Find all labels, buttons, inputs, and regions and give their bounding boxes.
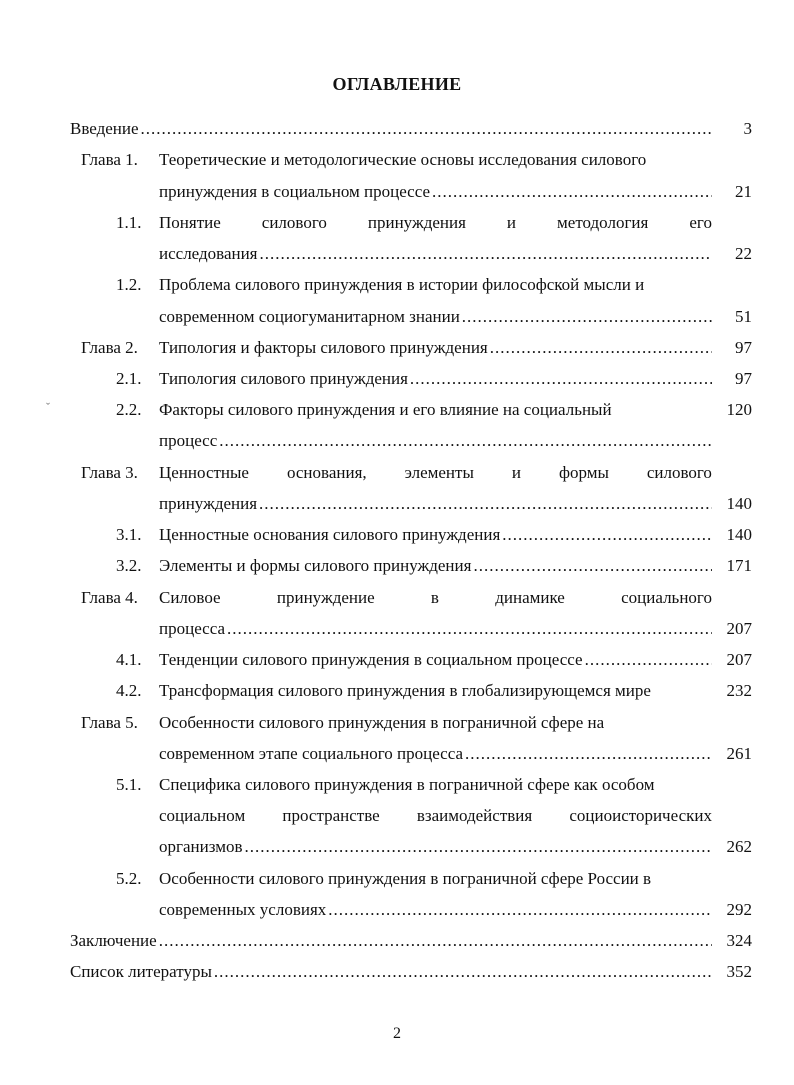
toc-section-title[interactable] (159, 210, 712, 236)
toc-entry-text: современных условиях (159, 900, 327, 919)
toc-chapter-number: Глава 1. (81, 150, 138, 169)
title-word: в (430, 588, 439, 607)
toc-page-number: 21 (735, 182, 752, 201)
toc-chapter-number: Глава 5. (81, 713, 138, 732)
toc-entry-text: процесса (159, 619, 226, 638)
leader-dots (463, 741, 712, 767)
leader-dots (258, 241, 712, 267)
toc-section-title[interactable]: Факторы силового принуждения и его влияние на социальный (159, 400, 612, 419)
toc-section-title[interactable]: Специфика силового принуждения в пограничной сфере как особом (159, 775, 655, 794)
title-word: принуждения (367, 213, 466, 232)
toc-entry-text: принуждения в социальном процессе (159, 182, 431, 201)
leader-dots (225, 616, 712, 642)
toc-page-number: 3 (743, 119, 752, 138)
title-word: элементы (404, 463, 474, 482)
toc-page-number: 207 (726, 650, 752, 669)
toc-entry-text: современном этапе социального процесса (159, 744, 464, 763)
toc-page-number: 140 (726, 494, 752, 513)
title-word: принуждение (276, 588, 375, 607)
toc-chapter-number: Глава 4. (81, 588, 138, 607)
toc-entry-text: организмов (159, 837, 243, 856)
toc-section-number: 4.1. (116, 650, 142, 669)
toc-entry-s41[interactable] (159, 647, 712, 673)
toc-entry-text: современном социогуманитарном знании (159, 307, 460, 326)
toc-entry-s52[interactable] (159, 897, 712, 923)
leader-dots (212, 959, 712, 985)
toc-entry-text: исследования (159, 244, 258, 263)
toc-page-number: 120 (726, 400, 752, 419)
toc-entry-text: процесс (159, 431, 218, 450)
leader-dots (430, 179, 712, 205)
toc-entry-s32[interactable] (159, 553, 712, 579)
toc-entry-text: Тенденции силового принуждения в социальном процессе (159, 650, 583, 669)
toc-entry-s12[interactable] (159, 304, 712, 330)
title-word: методология (557, 213, 649, 232)
toc-page-number: 207 (726, 619, 752, 638)
title-word: социоисторических (569, 806, 712, 825)
leader-dots (488, 335, 712, 361)
toc-section-number: 3.2. (116, 556, 142, 575)
toc-entry-text: Введение (70, 119, 139, 138)
toc-section-number: 5.2. (116, 869, 142, 888)
toc-entry-ch3[interactable] (159, 491, 712, 517)
title-word: формы (558, 463, 609, 482)
page-number: 2 (393, 1025, 401, 1042)
toc-section-number: 4.2. (116, 681, 142, 700)
toc-entry-ch2[interactable] (159, 335, 712, 361)
toc-chapter-title[interactable] (159, 460, 712, 486)
title-word: взаимодействия (416, 806, 533, 825)
title-word: Силовое (159, 588, 221, 607)
page-title: ОГЛАВЛЕНИЕ (332, 74, 462, 94)
toc-section-title[interactable]: Особенности силового принуждения в пограничной сфере России в (159, 869, 652, 888)
scan-artifact: ˇ (46, 400, 50, 414)
toc-page-number: 292 (726, 900, 752, 919)
toc-chapter-number: Глава 3. (81, 463, 138, 482)
title-word: его (689, 213, 712, 232)
toc-page-number: 140 (726, 525, 752, 544)
leader-dots (217, 428, 712, 454)
leader-dots (408, 366, 712, 392)
toc-section-number: 2.2. (116, 400, 142, 419)
toc-chapter-title[interactable] (159, 585, 712, 611)
toc-entry-text: Ценностные основания силового принуждения (159, 525, 501, 544)
leader-dots (242, 834, 712, 860)
toc-entry-text: Заключение (70, 931, 157, 950)
toc-entry-text: принуждения (159, 494, 258, 513)
title-word: социальном (159, 806, 246, 825)
toc-entry-text: Типология силового принуждения (159, 369, 408, 388)
title-word: силового (646, 463, 712, 482)
toc-page-number: 22 (735, 244, 752, 263)
leader-dots (257, 491, 712, 517)
toc-entry-text: Список литературы (70, 962, 212, 981)
toc-section-number: 5.1. (116, 775, 142, 794)
title-word: и (511, 463, 521, 482)
title-word: и (506, 213, 517, 232)
toc-page-number: 232 (726, 681, 752, 700)
toc-page-number: 97 (735, 369, 752, 388)
title-word: Ценностные (159, 463, 249, 482)
toc-entry-ch5[interactable] (159, 741, 712, 767)
toc-entry-ch1[interactable] (159, 179, 712, 205)
toc-entry-ch4[interactable] (159, 616, 712, 642)
leader-dots (500, 522, 712, 548)
toc-entry-intro[interactable] (70, 116, 712, 142)
toc-entry-s42[interactable]: Трансформация силового принуждения в глобализирующемся мире (159, 681, 651, 700)
toc-chapter-number: Глава 2. (81, 338, 138, 357)
leader-dots (139, 116, 712, 142)
toc-entry-text: Элементы и формы силового принуждения (159, 556, 472, 575)
toc-section-title[interactable]: Проблема силового принуждения в истории философской мысли и (159, 275, 645, 294)
toc-section-title-continued[interactable] (159, 803, 712, 829)
toc-section-number: 3.1. (116, 525, 142, 544)
title-word: динамике (495, 588, 565, 607)
toc-page-number: 262 (726, 837, 752, 856)
title-word: пространстве (282, 806, 380, 825)
title-word: силового (261, 213, 327, 232)
leader-dots (157, 928, 712, 954)
toc-section-number: 1.2. (116, 275, 142, 294)
toc-entry-references[interactable] (70, 959, 712, 985)
title-word: социального (621, 588, 712, 607)
toc-page-number: 97 (735, 338, 752, 357)
toc-entry-s11[interactable] (159, 241, 712, 267)
toc-entry-s21[interactable] (159, 366, 712, 392)
title-word: Понятие (159, 213, 221, 232)
leader-dots (460, 304, 712, 330)
toc-chapter-title[interactable]: Теоретические и методологические основы исследования силового (159, 150, 647, 169)
toc-page-number: 352 (726, 962, 752, 981)
leader-dots (583, 647, 712, 673)
toc-chapter-title[interactable]: Особенности силового принуждения в пограничной сфере на (159, 713, 605, 732)
toc-section-number: 2.1. (116, 369, 142, 388)
title-word: основания, (286, 463, 367, 482)
toc-entry-s22[interactable] (159, 428, 712, 454)
leader-dots (471, 553, 712, 579)
toc-page-number: 171 (726, 556, 752, 575)
toc-entry-text: Типология и факторы силового принуждения (159, 338, 488, 357)
toc-entry-conclusion[interactable] (70, 928, 712, 954)
toc-page-number: 261 (726, 744, 752, 763)
toc-page-number: 324 (726, 931, 752, 950)
toc-page-number: 51 (735, 307, 752, 326)
leader-dots (326, 897, 712, 923)
toc-section-number: 1.1. (116, 213, 142, 232)
toc-entry-s31[interactable] (159, 522, 712, 548)
toc-entry-s51[interactable] (159, 834, 712, 860)
